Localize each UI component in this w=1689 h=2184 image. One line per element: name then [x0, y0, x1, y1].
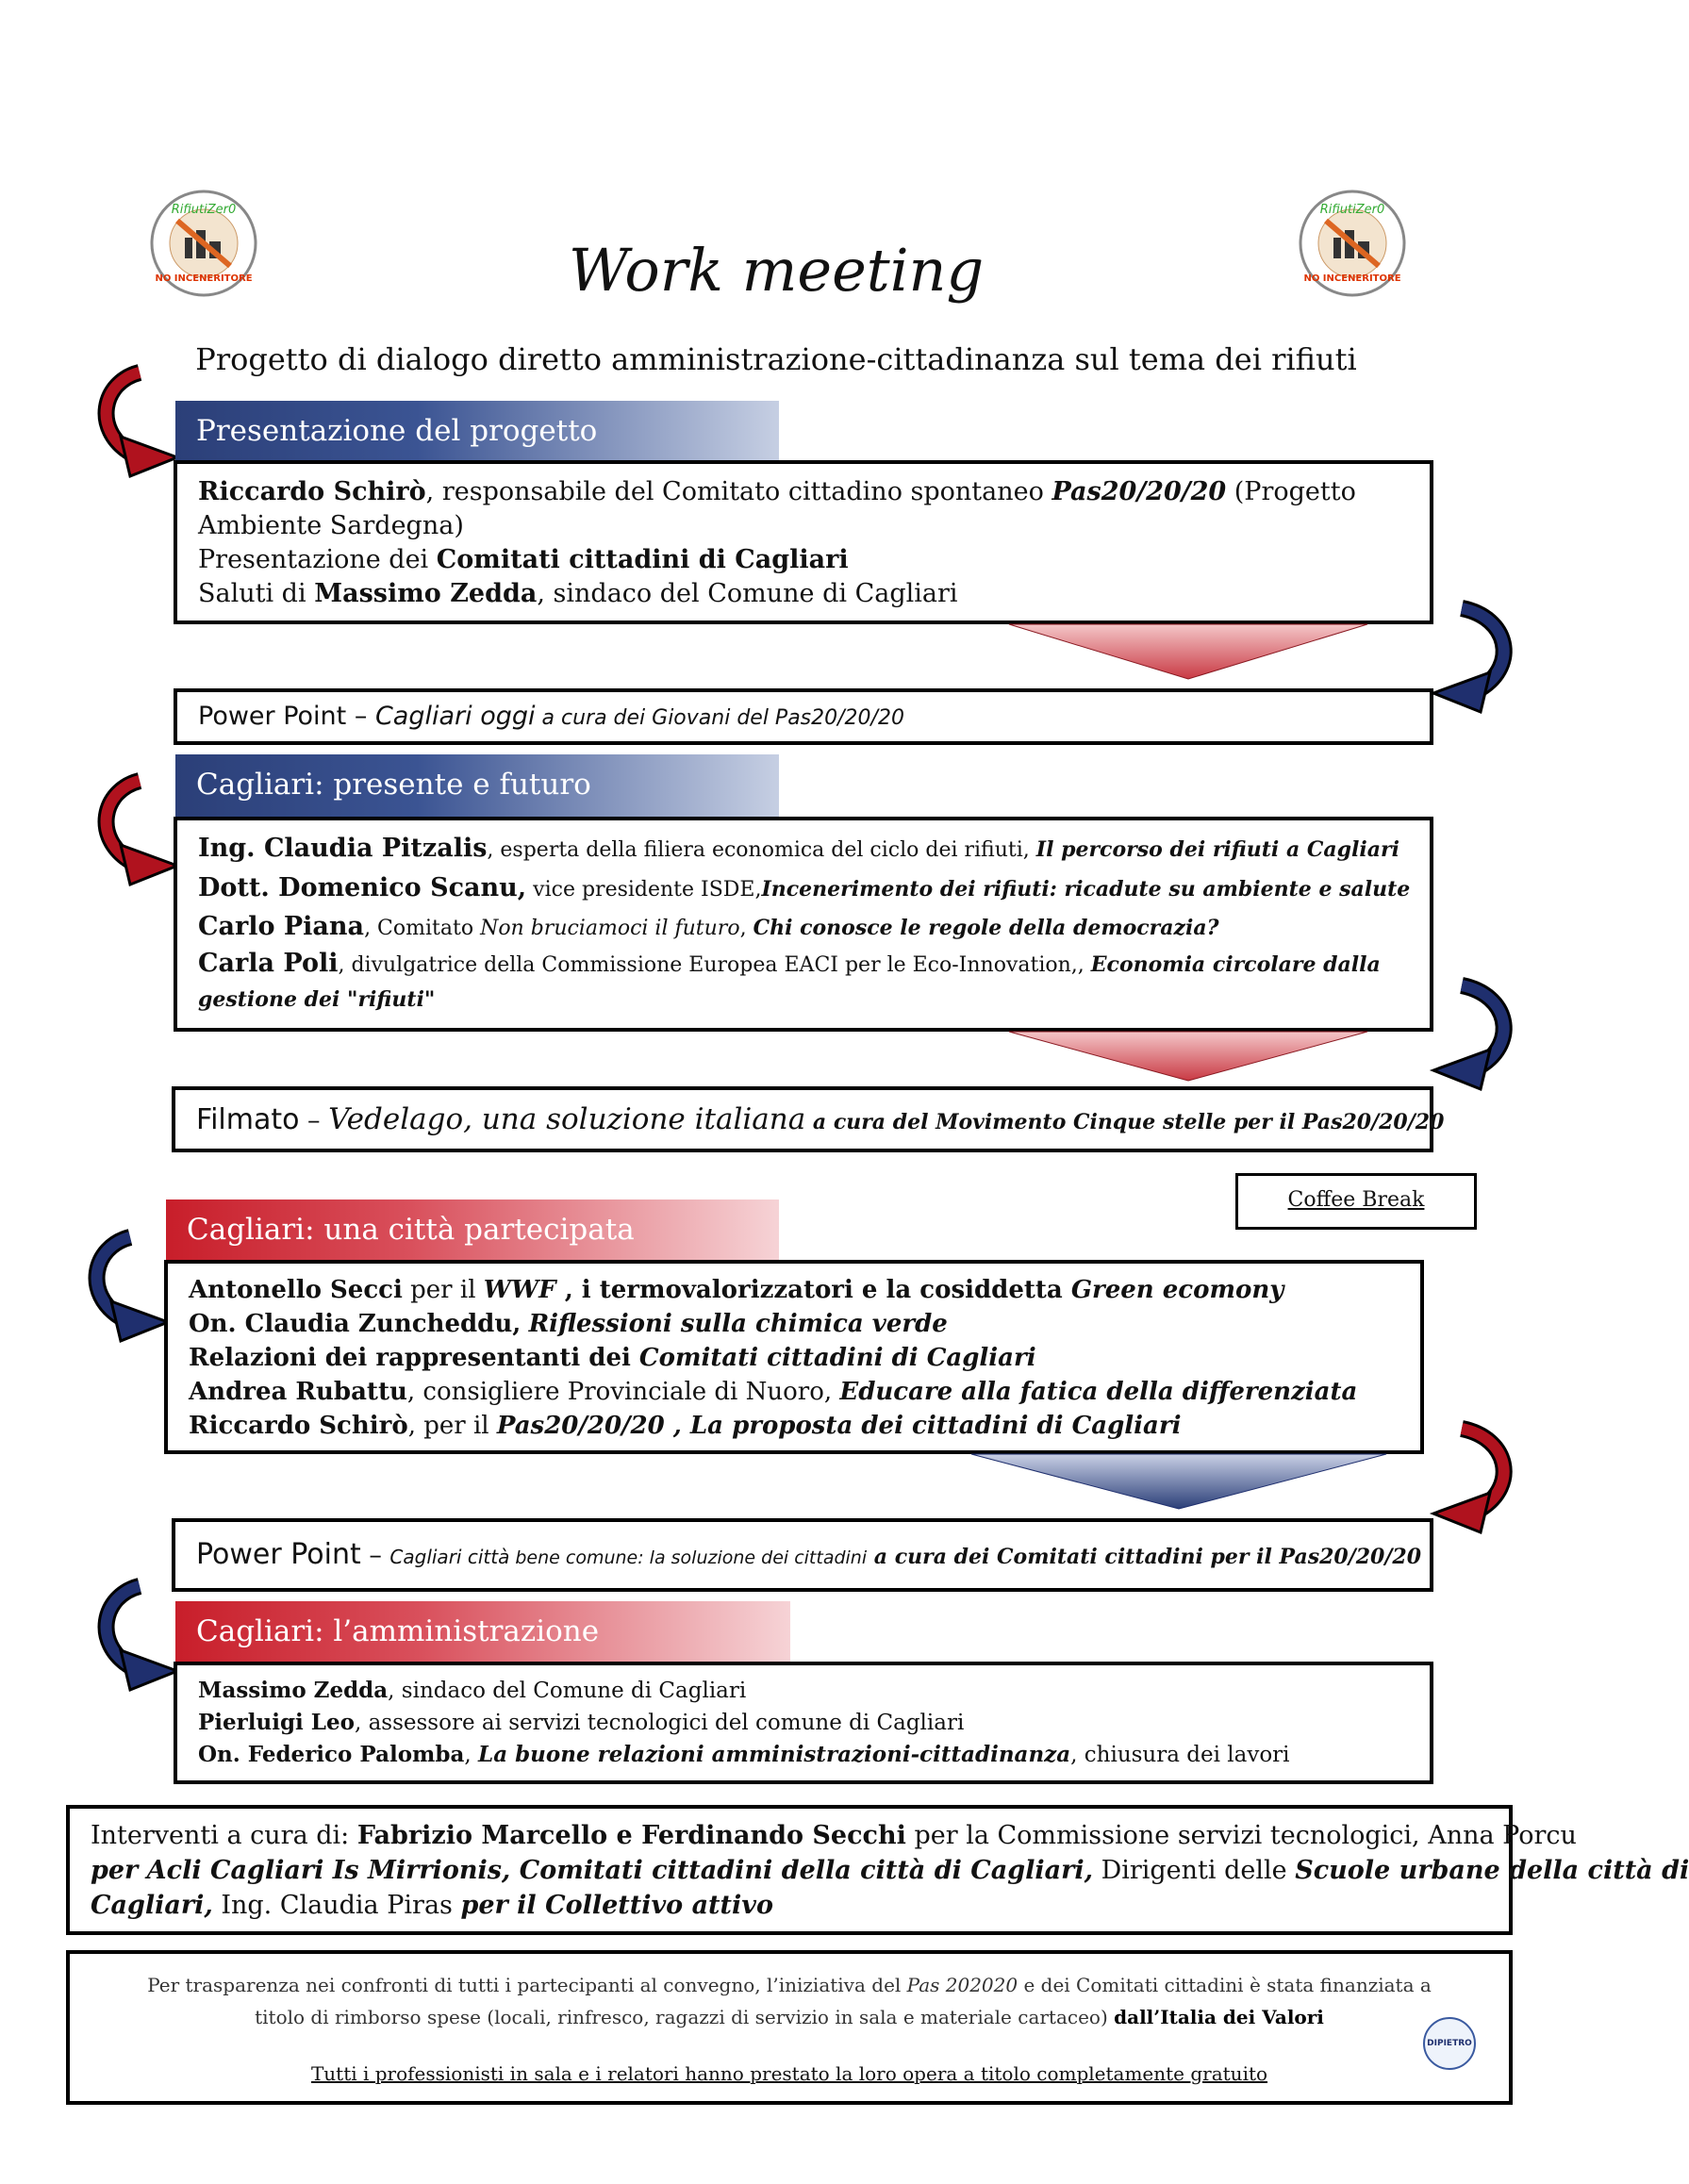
idv-badge-icon [1422, 2016, 1477, 2071]
page-title: Work meeting [568, 236, 985, 305]
power-point-bar-1: Power Point – Cagliari oggi a cura dei Giovani del Pas20/20/20 [174, 688, 1433, 745]
down-triangle-icon [1009, 1032, 1367, 1083]
footer-note: Tutti i professionisti in sala e i relatori hanno prestato la loro opera a titolo completamente gratuito [310, 2062, 1268, 2085]
svg-text:NO INCENERITORE: NO INCENERITORE [155, 273, 253, 284]
coffee-break-box: Coffee Break [1235, 1173, 1477, 1230]
curved-arrow-icon [1424, 599, 1528, 712]
footer-box: Per trasparenza nei confronti di tutti i partecipanti al convegno, l’iniziativa del Pas 202020 e dei Comitati cittadini è stata finanziata a titolo di rimborso spese (locali, rinfresco, ragazzi di servizio in sala e materiale cartaceo) dall’Italia dei Valori Tutti i professionisti in sala e i relatori hanno prestato la loro opera a titolo completamente gratuito DIPIETRO [66, 1950, 1513, 2105]
power-point-bar-2: Power Point – Cagliari città bene comune: la soluzione dei cittadini a cura dei Comitati cittadini per il Pas20/20/20 [172, 1518, 1433, 1592]
filmato-bar: Filmato – Vedelago, una soluzione italiana a cura del Movimento Cinque stelle per il Pas20/20/20 [172, 1086, 1433, 1152]
down-triangle-icon [971, 1454, 1386, 1511]
section-box-amministrazione: Massimo Zedda, sindaco del Comune di Cagliari Pierluigi Leo, assessore ai servizi tecnologici del comune di Cagliari On. Federico Palomba, La buone relazioni amministrazioni-cittadinanza, chiusura dei lavori [174, 1662, 1433, 1784]
section-header-citta-partecipata: Cagliari: una città partecipata [166, 1200, 779, 1262]
curved-arrow-icon [83, 363, 187, 476]
svg-text:DIPIETRO: DIPIETRO [1427, 2039, 1472, 2048]
page-subtitle: Progetto di dialogo diretto amministrazione-cittadinanza sul tema dei rifiuti [195, 341, 1357, 377]
section-header-amministrazione: Cagliari: l’amministrazione [175, 1601, 790, 1663]
curved-arrow-icon [83, 1577, 187, 1690]
section-header-presente-futuro: Cagliari: presente e futuro [175, 754, 779, 817]
section-box-presentazione: Riccardo Schirò, responsabile del Comitato cittadino spontaneo Pas20/20/20 (Progetto Ambiente Sardegna) Presentazione dei Comitati cittadini di Cagliari Saluti di Massimo Zedda, sindaco del Comune di Cagliari [174, 460, 1433, 624]
curved-arrow-icon [83, 771, 187, 885]
section-box-presente-futuro: Ing. Claudia Pitzalis, esperta della filiera economica del ciclo dei rifiuti, Il percorso dei rifiuti a Cagliari Dott. Domenico Scanu, vice presidente ISDE,Incenerimento dei rifiuti: ricadute su ambiente e salute Carlo Piana, Comitato Non bruciamoci il futuro, Chi conosce le regole della democrazia? Carla Poli, divulgatrice della Commissione Europea EACI per le Eco-Innovation,, Economia circolare dalla gestione dei "rifiuti" [174, 817, 1433, 1032]
curved-arrow-icon [1424, 976, 1528, 1089]
curved-arrow-icon [74, 1228, 177, 1341]
curved-arrow-icon [1424, 1419, 1528, 1532]
interventi-box: Interventi a cura di: Fabrizio Marcello e Ferdinando Secchi per la Commissione servizi tecnologici, Anna Porcu per Acli Cagliari Is Mirrionis, Comitati cittadini della città di Cagliari, Dirigenti delle Scuole urbane della città di Cagliari, Ing. Claudia Piras per il Collettivo attivo [66, 1805, 1513, 1935]
svg-text:NO INCENERITORE: NO INCENERITORE [1303, 273, 1401, 284]
section-box-citta-partecipata: Antonello Secci per il WWF , i termovalorizzatori e la cosiddetta Green ecomony On. Claudia Zuncheddu, Riflessioni sulla chimica verde Relazioni dei rappresentanti dei Comitati cittadini di Cagliari Andrea Rubattu, consigliere Provinciale di Nuoro, Educare alla fatica della differenziata Riccardo Schirò, per il Pas20/20/20 , La proposta dei cittadini di Cagliari [164, 1260, 1424, 1454]
section-header-presentazione: Presentazione del progetto [175, 401, 779, 463]
down-triangle-icon [1009, 624, 1367, 681]
svg-text:RifiutiZer0: RifiutiZer0 [1319, 203, 1385, 217]
svg-text:RifiutiZer0: RifiutiZer0 [171, 203, 237, 217]
